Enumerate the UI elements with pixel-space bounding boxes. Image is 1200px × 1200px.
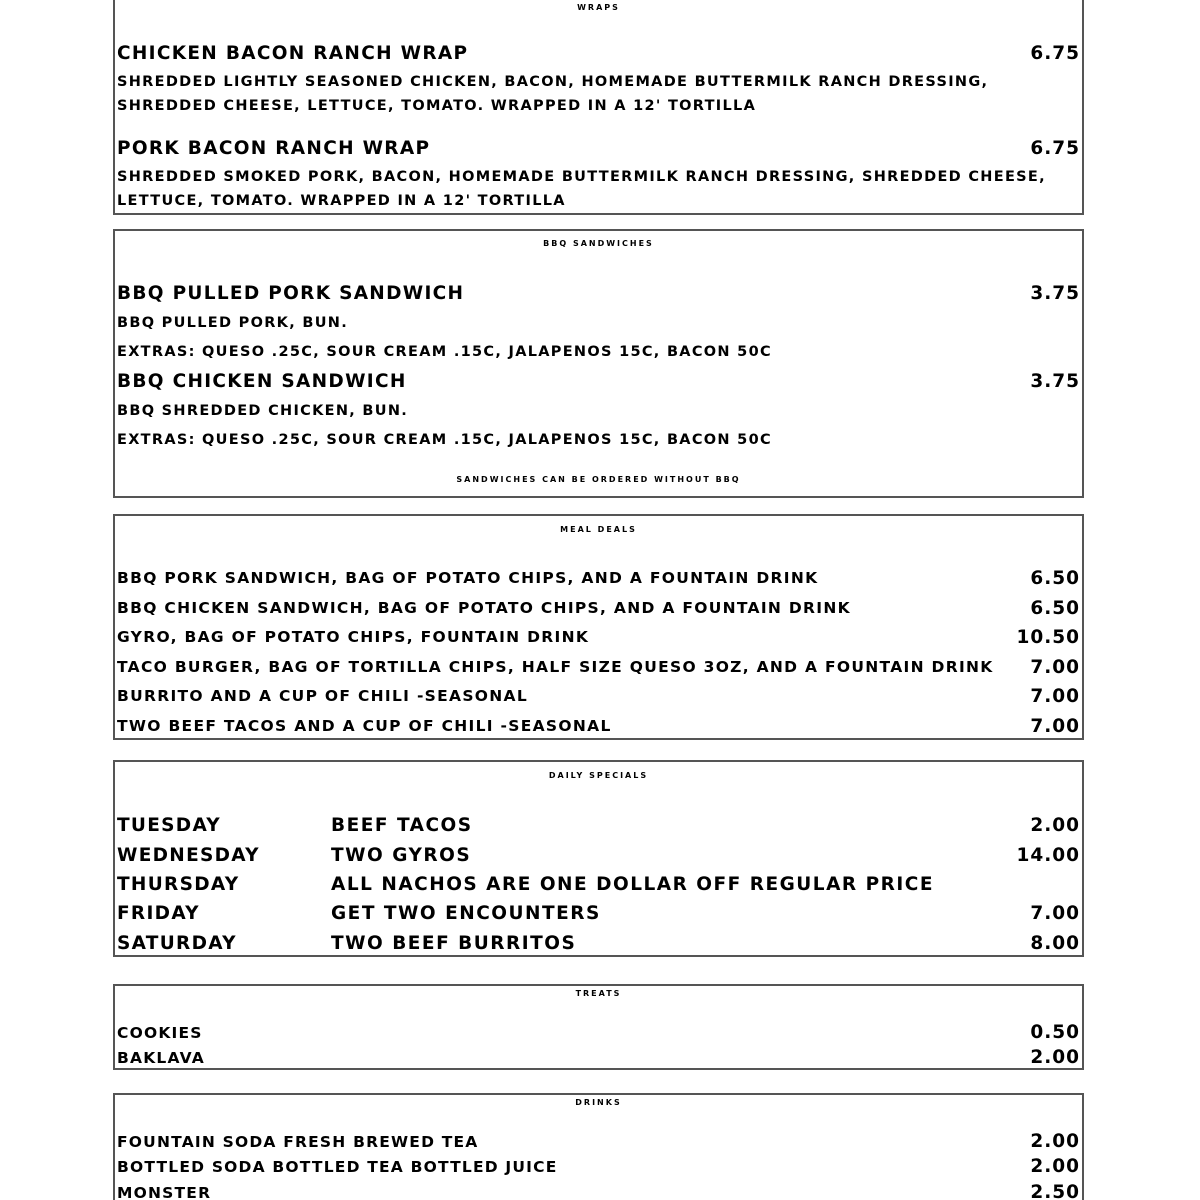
meal-deal-price: 6.50 <box>1030 568 1080 589</box>
meal-deal-description: BBQ PORK SANDWICH, BAG OF POTATO CHIPS, AND A FOUNTAIN DRINK <box>117 569 819 587</box>
section-title: MEAL DEALS <box>560 525 637 534</box>
menu-item-price: 6.75 <box>1030 138 1080 159</box>
meal-deal-description: TACO BURGER, BAG OF TORTILLA CHIPS, HALF SIZE QUESO 3OZ, AND A FOUNTAIN DRINK <box>117 658 994 676</box>
special-price: 2.00 <box>1030 815 1080 836</box>
meal-deal-description: BURRITO AND A CUP OF CHILI -SEASONAL <box>117 687 529 705</box>
treat-name: COOKIES <box>117 1024 203 1042</box>
special-price: 8.00 <box>1030 933 1080 954</box>
drink-price: 2.50 <box>1030 1182 1080 1200</box>
menu-item-name: PORK BACON RANCH WRAP <box>117 138 431 159</box>
menu-item-price: 6.75 <box>1030 43 1080 64</box>
meal-deal-price: 6.50 <box>1030 598 1080 619</box>
drinks-section <box>113 1093 1084 1200</box>
menu-item-extras: EXTRAS: QUESO .25C, SOUR CREAM .15C, JALAPENOS 15C, BACON 50C <box>117 432 772 448</box>
menu-item-description: BBQ SHREDDED CHICKEN, BUN. <box>117 403 409 419</box>
drink-price: 2.00 <box>1030 1156 1080 1177</box>
meal-deal-price: 10.50 <box>1016 627 1080 648</box>
special-item: TWO GYROS <box>331 845 472 866</box>
section-title: TREATS <box>575 989 622 998</box>
daily-specials-section <box>113 760 1084 957</box>
meal-deal-price: 7.00 <box>1030 686 1080 707</box>
menu-item-description: SHREDDED LIGHTLY SEASONED CHICKEN, BACON, HOMEMADE BUTTERMILK RANCH DRESSING, <box>117 74 989 90</box>
menu-item-description: SHREDDED SMOKED PORK, BACON, HOMEMADE BUTTERMILK RANCH DRESSING, SHREDDED CHEESE, <box>117 169 1046 185</box>
special-day: SATURDAY <box>117 933 237 954</box>
special-item: TWO BEEF BURRITOS <box>331 933 577 954</box>
meal-deal-description: GYRO, BAG OF POTATO CHIPS, FOUNTAIN DRINK <box>117 628 590 646</box>
section-title: DAILY SPECIALS <box>548 771 649 780</box>
menu-item-description: LETTUCE, TOMATO. WRAPPED IN A 12' TORTILLA <box>117 193 566 209</box>
meal-deal-description: BBQ CHICKEN SANDWICH, BAG OF POTATO CHIPS, AND A FOUNTAIN DRINK <box>117 599 851 617</box>
special-day: FRIDAY <box>117 903 200 924</box>
menu-item-description: SHREDDED CHEESE, LETTUCE, TOMATO. WRAPPED IN A 12' TORTILLA <box>117 98 757 114</box>
meal-deal-description: TWO BEEF TACOS AND A CUP OF CHILI -SEASONAL <box>117 717 612 735</box>
treat-name: BAKLAVA <box>117 1049 205 1067</box>
treats-section <box>113 984 1084 1070</box>
special-day: WEDNESDAY <box>117 845 260 866</box>
meal-deals-section <box>113 514 1084 740</box>
special-item: BEEF TACOS <box>331 815 473 836</box>
special-item: GET TWO ENCOUNTERS <box>331 903 601 924</box>
drink-name: FOUNTAIN SODA FRESH BREWED TEA <box>117 1133 479 1151</box>
menu-item-extras: EXTRAS: QUESO .25C, SOUR CREAM .15C, JALAPENOS 15C, BACON 50C <box>117 344 772 360</box>
drink-name: BOTTLED SODA BOTTLED TEA BOTTLED JUICE <box>117 1158 558 1176</box>
menu-item-name: CHICKEN BACON RANCH WRAP <box>117 43 469 64</box>
special-price: 14.00 <box>1016 845 1080 866</box>
section-title: DRINKS <box>575 1098 622 1107</box>
menu-item-price: 3.75 <box>1030 371 1080 392</box>
special-day: TUESDAY <box>117 815 222 836</box>
menu-item-description: BBQ PULLED PORK, BUN. <box>117 315 349 331</box>
section-title: BBQ SANDWICHES <box>543 239 654 248</box>
meal-deal-price: 7.00 <box>1030 657 1080 678</box>
meal-deal-price: 7.00 <box>1030 716 1080 737</box>
drink-price: 2.00 <box>1030 1131 1080 1152</box>
special-price: 7.00 <box>1030 903 1080 924</box>
special-item: ALL NACHOS ARE ONE DOLLAR OFF REGULAR PRICE <box>331 874 935 895</box>
treat-price: 2.00 <box>1030 1047 1080 1068</box>
wraps-section <box>113 0 1084 215</box>
treat-price: 0.50 <box>1030 1022 1080 1043</box>
menu-item-price: 3.75 <box>1030 283 1080 304</box>
drink-name: MONSTER <box>117 1184 212 1200</box>
section-title: WRAPS <box>577 3 620 12</box>
menu-item-name: BBQ CHICKEN SANDWICH <box>117 371 407 392</box>
bbq-section <box>113 229 1084 498</box>
section-note: SANDWICHES CAN BE ORDERED WITHOUT BBQ <box>456 475 741 484</box>
menu-item-name: BBQ PULLED PORK SANDWICH <box>117 283 465 304</box>
special-day: THURSDAY <box>117 874 240 895</box>
